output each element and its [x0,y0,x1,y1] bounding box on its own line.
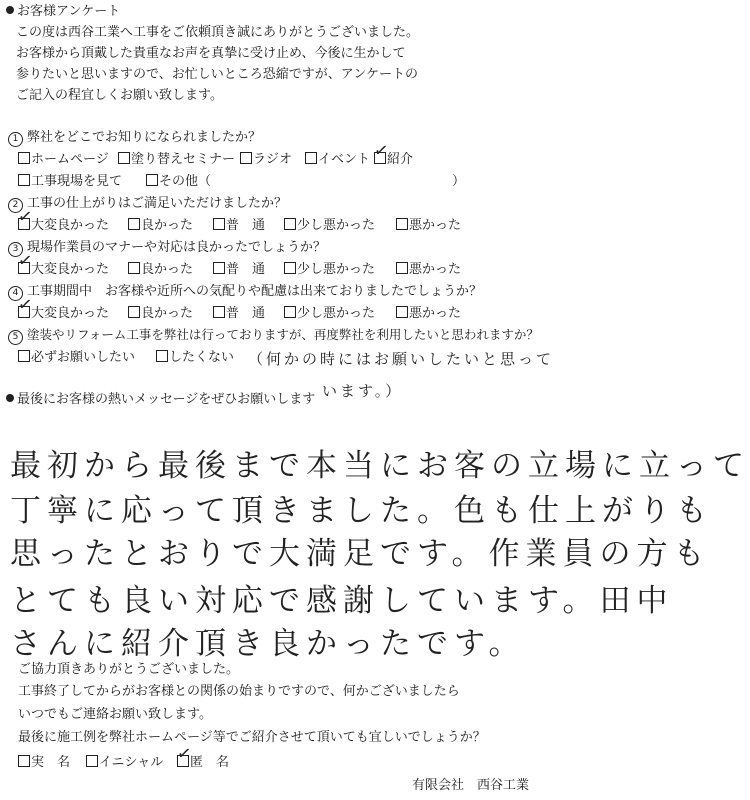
question-text: 現場作業員のマナーや対応は良かったでしょうか？ [27,240,327,255]
checkbox-checked[interactable] [16,250,34,274]
question-text: 弊社をどこでお知りになられましたか？ [27,130,262,145]
intro-line-4: ご記入の程宜しくお願い致します。 [16,88,223,103]
company-name: 有限会社 西谷工業 [412,778,530,793]
q1-option-seminar[interactable]: 塗り替えセミナー [118,152,235,168]
q3-option-average[interactable]: 普 通 [213,262,265,278]
message-line-1: 最初から最後まで本当にお客の立場に立って [10,448,750,484]
checkbox[interactable] [284,306,296,318]
publish-option-initials[interactable]: イニシャル [86,755,163,771]
footer-line-4: 最後に施工例を弊社ホームページ等でご紹介させて頂いても宜しいでしょうか？ [18,730,486,745]
q3-option-bad[interactable]: 悪かった [396,262,461,278]
footer-line-2: 工事終了してからがお客様との関係の始まりですので、何かございましたら [18,684,460,699]
message-line-4: とても良い対応で感謝しています。田中 [10,583,674,619]
question-number: 4 [8,286,23,301]
bullet-icon [6,6,14,14]
question-number: 1 [8,132,23,147]
q2-option-slightly-bad[interactable]: 少し悪かった [284,218,375,234]
q3-option-very-good[interactable]: ✓ 大変良かった [16,250,110,277]
checkbox[interactable] [156,350,168,362]
question-number: 2 [8,198,23,213]
message-heading-text: 最後にお客様の熱いメッセージをぜひお願いします [17,392,316,407]
checkmark-icon: ✓ [16,250,34,272]
q4-option-average[interactable]: 普 通 [213,306,265,322]
q4-option-slightly-bad[interactable]: 少し悪かった [284,306,375,322]
message-line-5: さんに紹介頂き良かったです。 [10,626,526,662]
question-number: 3 [8,242,23,257]
survey-title [6,4,120,20]
q5-handwritten-note-1: （何かの時にはお願いしたいと思って [248,350,555,368]
q2-option-good[interactable]: 良かった [128,218,193,234]
footer-line-3: いつでもご連絡お願い致します。 [18,707,212,722]
q1-option-site[interactable]: 工事現場を見て [18,174,122,190]
checkbox[interactable] [128,262,140,274]
checkmark-icon: ✓ [16,206,34,228]
checkbox-checked[interactable] [372,140,390,164]
q5-option-definitely[interactable]: 必ずお願いしたい [18,350,135,366]
q4-option-bad[interactable]: 悪かった [396,306,461,322]
question-2 [8,196,287,213]
checkbox[interactable] [396,262,408,274]
checkbox[interactable] [18,152,30,164]
checkbox-checked[interactable] [16,206,34,230]
question-3 [8,240,326,257]
publish-option-anonymous[interactable]: ✓ 匿 名 [175,743,230,770]
intro-line-3: 参りたいと思いますので、お忙しいところ恐縮ですが、アンケートの [16,67,418,82]
checkbox[interactable] [118,152,130,164]
checkmark-icon: ✓ [16,294,34,316]
checkbox-checked[interactable] [16,294,34,318]
q2-option-bad[interactable]: 悪かった [396,218,461,234]
checkbox[interactable] [128,306,140,318]
q1-option-referral[interactable]: ✓ 紹介 [372,140,414,167]
question-5 [8,327,539,345]
question-number: 5 [8,330,23,345]
q3-option-good[interactable]: 良かった [128,262,193,278]
q1-option-event[interactable]: イベント [305,152,370,168]
checkbox[interactable] [305,152,317,164]
checkbox[interactable] [284,262,296,274]
checkbox-checked[interactable] [175,743,193,767]
question-text: 工事期間中 お客様や近所への気配りや配慮は出来ておりましたでしょうか？ [27,284,483,299]
q2-option-very-good[interactable]: ✓ 大変良かった [16,206,110,233]
q4-option-good[interactable]: 良かった [128,306,193,322]
checkbox[interactable] [146,174,158,186]
checkbox[interactable] [86,755,98,767]
checkbox[interactable] [128,218,140,230]
checkbox[interactable] [213,218,225,230]
checkmark-icon: ✓ [372,140,390,162]
q1-option-radio[interactable]: ラジオ [240,152,292,168]
q2-option-average[interactable]: 普 通 [213,218,265,234]
q1-other-close: ） [452,174,466,189]
intro-line-2: お客様から頂戴した貴重なお声を真摯に受け止め、今後に生かして [16,46,406,61]
question-text: 塗装やリフォーム工事を弊社は行っておりますが、再度弊社を利用したいと思われますか？ [27,327,539,342]
checkbox[interactable] [213,306,225,318]
checkbox[interactable] [396,306,408,318]
question-4 [8,284,482,301]
checkbox[interactable] [213,262,225,274]
bullet-icon [6,394,14,402]
q5-handwritten-note-2: います。） [322,382,404,400]
checkbox[interactable] [284,218,296,230]
survey-title-text: お客様アンケート [17,4,121,19]
q3-option-slightly-bad[interactable]: 少し悪かった [284,262,375,278]
intro-line-1: この度は西谷工業へ工事をご依頼頂き誠にありがとうございました。 [16,25,420,40]
message-line-2: 丁寧に応って頂きました。色も仕上がりも [10,493,713,529]
checkbox[interactable] [18,755,30,767]
checkbox[interactable] [240,152,252,164]
footer-line-1: ご協力頂きありがとうございました。 [18,662,240,677]
q4-option-very-good[interactable]: ✓ 大変良かった [16,294,110,321]
checkbox[interactable] [396,218,408,230]
message-line-3: 思ったとおりで大満足です。作業員の方も [10,536,711,572]
checkbox[interactable] [18,350,30,362]
publish-option-realname[interactable]: 実 名 [18,755,70,771]
q1-option-other[interactable]: その他（ [146,174,211,190]
q1-option-homepage[interactable]: ホームページ [18,152,109,168]
message-heading [6,392,315,408]
question-1 [8,130,261,147]
question-text: 工事の仕上がりはご満足いただけましたか？ [27,196,288,211]
checkmark-icon: ✓ [175,743,193,765]
q5-option-no[interactable]: したくない [156,350,234,366]
checkbox[interactable] [18,174,30,186]
